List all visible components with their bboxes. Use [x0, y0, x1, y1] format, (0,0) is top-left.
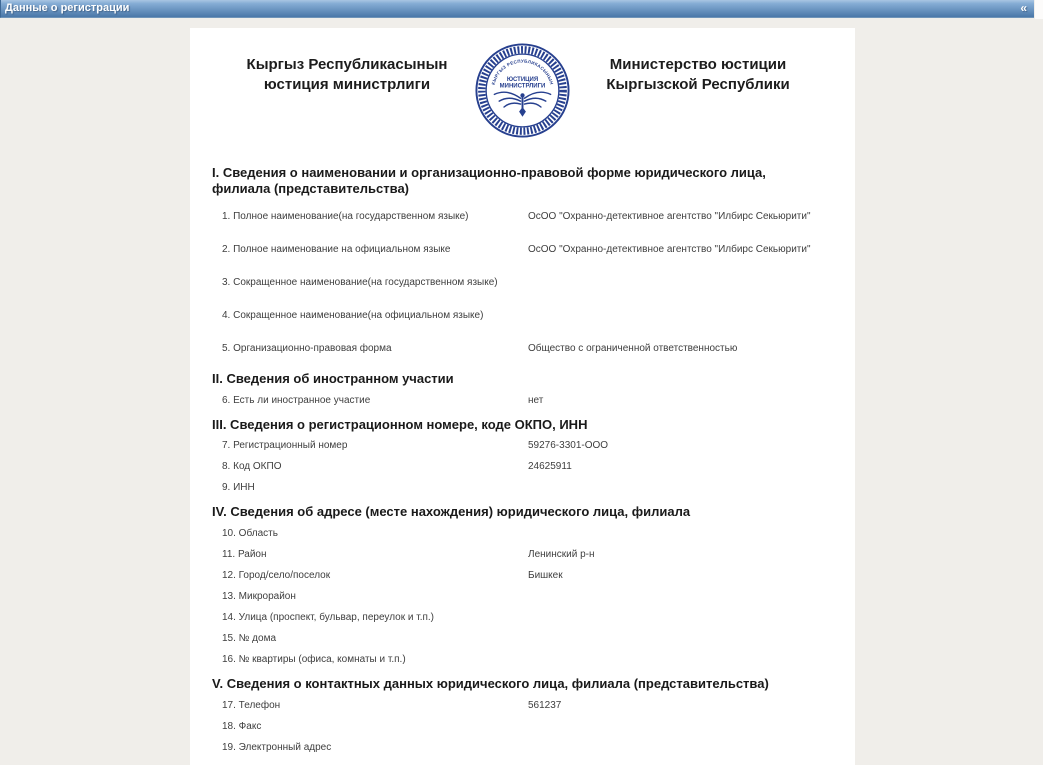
field-row [190, 390, 855, 411]
field-value: 24625911 [528, 461, 572, 473]
document-header [190, 28, 855, 139]
field-label: 9. ИНН [222, 482, 255, 494]
field-label: 12. Город/село/поселок [222, 570, 331, 582]
field-value [528, 721, 855, 732]
svg-text:ЮСТИЦИЯ: ЮСТИЦИЯ [506, 76, 539, 83]
field-label: 17. Телефон [222, 700, 281, 712]
panel-header [0, 0, 1034, 18]
field-value [528, 742, 855, 753]
field-value: Ленинский р-н [528, 549, 595, 561]
field-value [528, 528, 855, 539]
field-label: 7. Регистрационный номер [222, 440, 348, 452]
field-label: 14. Улица (проспект, бульвар, переулок и т.п.) [222, 612, 434, 624]
section-heading-III: III. Сведения о регистрационном номере, коде ОКПО, ИНН [212, 416, 588, 432]
panel-title: Данные о регистрации [5, 2, 130, 14]
svg-text:МИНИСТРЛИГИ: МИНИСТРЛИГИ [499, 83, 546, 90]
field-row [190, 200, 855, 233]
field-row [190, 607, 855, 628]
field-label: 2. Полное наименование на официальном языке [222, 243, 451, 255]
field-label: 11. Район [222, 549, 267, 561]
field-row [190, 332, 855, 365]
field-value: Бишкек [528, 570, 563, 582]
field-row [190, 266, 855, 299]
field-label: 1. Полное наименование(на государственном языке) [222, 210, 469, 222]
field-value [528, 482, 855, 493]
field-row [190, 565, 855, 586]
collapse-panel-icon[interactable]: « [1020, 1, 1027, 15]
field-label: 6. Есть ли иностранное участие [222, 394, 371, 406]
field-value: ОсОО "Охранно-детективное агентство "Илбирс Секьюрити" [528, 243, 811, 255]
field-row [190, 737, 855, 758]
field-value [528, 654, 855, 665]
section-heading-II: II. Сведения об иностранном участии [212, 370, 454, 386]
field-row [190, 299, 855, 332]
field-value [528, 612, 855, 623]
field-row [190, 456, 855, 477]
field-label: 10. Область [222, 528, 278, 540]
field-row [190, 695, 855, 716]
field-value: 59276-3301-ООО [528, 440, 609, 452]
field-value [528, 277, 855, 288]
field-row [190, 716, 855, 737]
field-label: 4. Сокращенное наименование(на официальном языке) [222, 309, 484, 321]
field-row [190, 586, 855, 607]
field-label: 5. Организационно-правовая форма [222, 342, 392, 354]
sections-container [190, 165, 855, 758]
field-row [190, 649, 855, 670]
field-value [528, 633, 855, 644]
field-label: 3. Сокращенное наименование(на государственном языке) [222, 276, 498, 288]
section-heading-IV: IV. Сведения об адресе (месте нахождения) юридического лица, филиала [212, 504, 691, 520]
ministry-name-kyrgyz: Кыргыз Республикасынын юстиция министрлиги [246, 56, 448, 93]
panel-edge-strip [1035, 0, 1043, 19]
field-value [528, 591, 855, 602]
field-label: 18. Факс [222, 721, 262, 733]
field-row [190, 544, 855, 565]
field-row [190, 523, 855, 544]
field-row [190, 477, 855, 498]
ministry-name-russian: Министерство юстиции Кыргызской Республики [606, 56, 790, 93]
field-value: ОсОО "Охранно-детективное агентство "Илбирс Секьюрити" [528, 210, 811, 222]
field-value: 561237 [528, 700, 562, 712]
emblem-arc-text: КЫРГЫЗ РЕСПУБЛИКАСЫНЫН [490, 58, 555, 86]
field-label: 8. Код ОКПО [222, 461, 282, 473]
field-label: 16. № квартиры (офиса, комнаты и т.п.) [222, 654, 406, 666]
field-label: 15. № дома [222, 633, 277, 645]
field-label: 19. Электронный адрес [222, 742, 332, 754]
field-row [190, 435, 855, 456]
field-row [190, 628, 855, 649]
field-value [528, 310, 855, 321]
field-row [190, 233, 855, 266]
field-value: Общество с ограниченной ответственностью [528, 342, 738, 354]
field-value: нет [528, 394, 544, 406]
section-heading-I: I. Сведения о наименовании и организационно-правовой форме юридического лица, филиала (представительства) [212, 165, 766, 196]
ministry-justice-seal-icon [474, 42, 571, 139]
document-page [190, 28, 855, 765]
field-label: 13. Микрорайон [222, 591, 296, 603]
section-heading-V: V. Сведения о контактных данных юридического лица, филиала (представительства) [212, 676, 769, 692]
